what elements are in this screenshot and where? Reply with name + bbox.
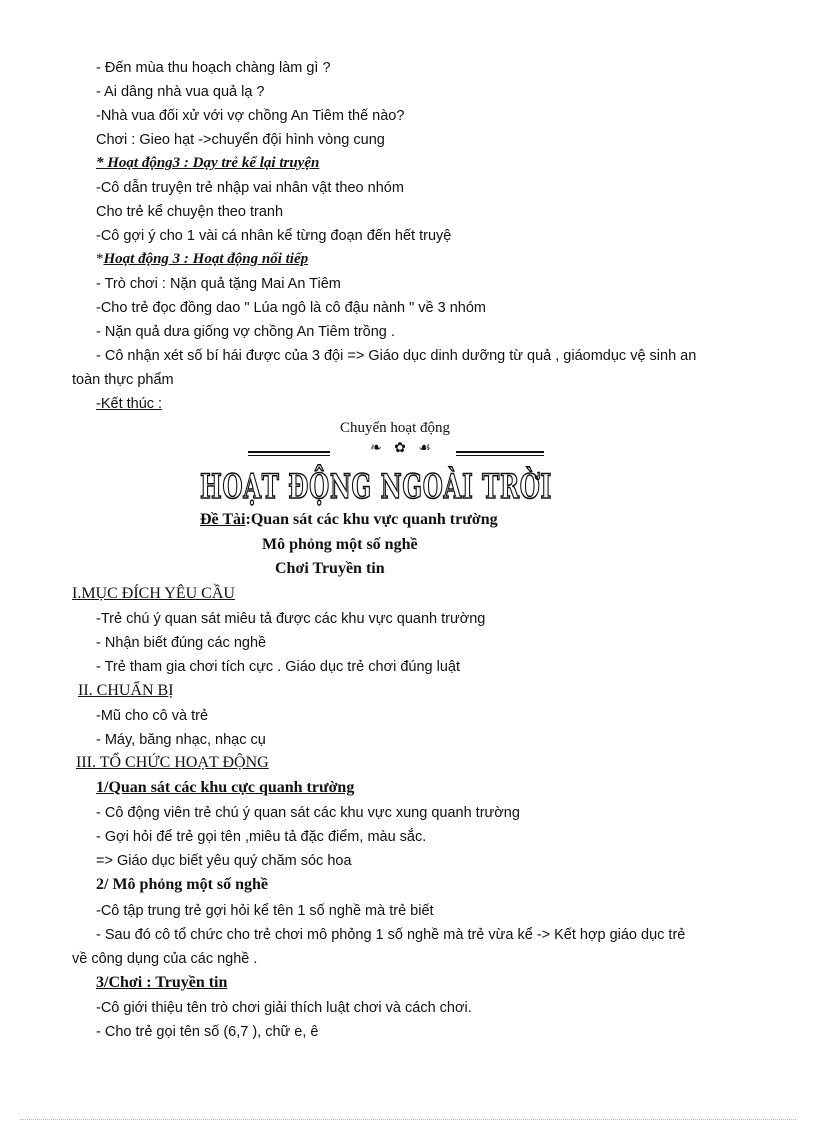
- heading-text: Hoạt động 3 : Hoạt động nối tiếp: [103, 251, 309, 267]
- transition-label: Chuyển hoạt động: [340, 420, 450, 436]
- list-item: -Cô tập trung trẻ gợi hỏi kể tên 1 số nghề mà trẻ biết: [96, 903, 434, 919]
- list-item: -Cô giới thiệu tên trò chơi giải thích luật chơi và cách chơi.: [96, 1000, 472, 1016]
- activity-line: - Trò chơi : Nặn quả tặng Mai An Tiêm: [96, 276, 341, 292]
- list-item: - Sau đó cô tổ chức cho trẻ chơi mô phỏng 1 số nghề mà trẻ vừa kể -> Kết hợp giáo dục trẻ: [96, 927, 686, 943]
- question-line: - Đến mùa thu hoạch chàng làm gì ?: [96, 60, 331, 76]
- end-label: -Kết thúc :: [96, 396, 163, 412]
- list-item: => Giáo dục biết yêu quý chăm sóc hoa: [96, 853, 352, 869]
- activity-line: - Cô nhận xét số bí hái được của 3 đội => Giáo dục dinh dưỡng từ quả , giáomdục vệ sinh an: [96, 348, 697, 364]
- section2-title: II. CHUẨN BỊ: [78, 682, 174, 699]
- list-item: - Trẻ tham gia chơi tích cực . Giáo dục trẻ chơi đúng luật: [96, 659, 460, 675]
- divider-left: [248, 451, 330, 456]
- list-item: - Cô động viên trẻ chú ý quan sát các khu vực xung quanh trường: [96, 805, 520, 821]
- game-line: Chơi : Gieo hạt ->chuyển đội hình vòng cung: [96, 132, 385, 148]
- topic-line: [200, 510, 498, 530]
- list-item: -Trẻ chú ý quan sát miêu tả được các khu vực quanh trường: [96, 611, 486, 627]
- list-item: - Cho trẻ gọi tên số (6,7 ), chữ e, ê: [96, 1024, 319, 1040]
- topic-line: Mô phỏng một số nghề: [262, 536, 418, 553]
- list-item: - Nhận biết đúng các nghề: [96, 635, 267, 651]
- divider-right: [456, 451, 544, 456]
- list-item: -Mũ cho cô và trẻ: [96, 708, 209, 724]
- activity-line: - Nặn quả dưa giống vợ chồng An Tiêm trồng .: [96, 324, 395, 340]
- section1-title: I.MỤC ĐÍCH YÊU CẦU: [72, 585, 235, 602]
- activity-line: toàn thực phẩm: [72, 372, 174, 388]
- activity-line: Cho trẻ kể chuyện theo tranh: [96, 204, 284, 220]
- question-line: - Ai dâng nhà vua quả lạ ?: [96, 84, 265, 100]
- list-item: - Máy, băng nhạc, nhạc cụ: [96, 732, 266, 748]
- banner-title-art: [196, 458, 720, 508]
- activity3-heading: * Hoạt động3 : Dạy trẻ kể lại truyện: [96, 155, 320, 171]
- question-line: -Nhà vua đối xử với vợ chồng An Tiêm thế nào?: [96, 108, 405, 124]
- ornament-icon: ❧ ✿ ☙: [370, 440, 435, 456]
- heading-star: *: [96, 251, 104, 267]
- part2-title: 2/ Mô phỏng một số nghề: [96, 876, 269, 893]
- activity-line: -Cô dẫn truyện trẻ nhập vai nhân vật theo nhóm: [96, 180, 404, 196]
- list-item: về công dụng của các nghề .: [72, 951, 258, 967]
- topic-text: :Quan sát các khu vực quanh trường: [245, 511, 498, 528]
- banner-title: [196, 458, 720, 508]
- topic-line: Chơi Truyền tin: [275, 560, 385, 577]
- section3-title: III. TỔ CHỨC HOẠT ĐỘNG: [76, 754, 269, 771]
- topic-label: Đề Tài: [200, 511, 246, 528]
- part3-title: 3/Chơi : Truyền tin: [96, 974, 228, 991]
- part1-title: 1/Quan sát các khu cực quanh trường: [96, 779, 355, 796]
- activity-line: -Cho trẻ đọc đồng dao " Lúa ngô là cô đậu nành " về 3 nhóm: [96, 300, 486, 316]
- activity-line: -Cô gợi ý cho 1 vài cá nhân kể từng đoạn đến hết truyệ: [96, 228, 452, 244]
- page-bottom-rule: [20, 1119, 796, 1120]
- activity3b-heading: [96, 249, 308, 269]
- list-item: - Gợi hỏi để trẻ gọi tên ,miêu tả đặc điểm, màu sắc.: [96, 829, 427, 845]
- banner-text: HOẠT ĐỘNG NGOÀI TRỜI: [200, 467, 720, 507]
